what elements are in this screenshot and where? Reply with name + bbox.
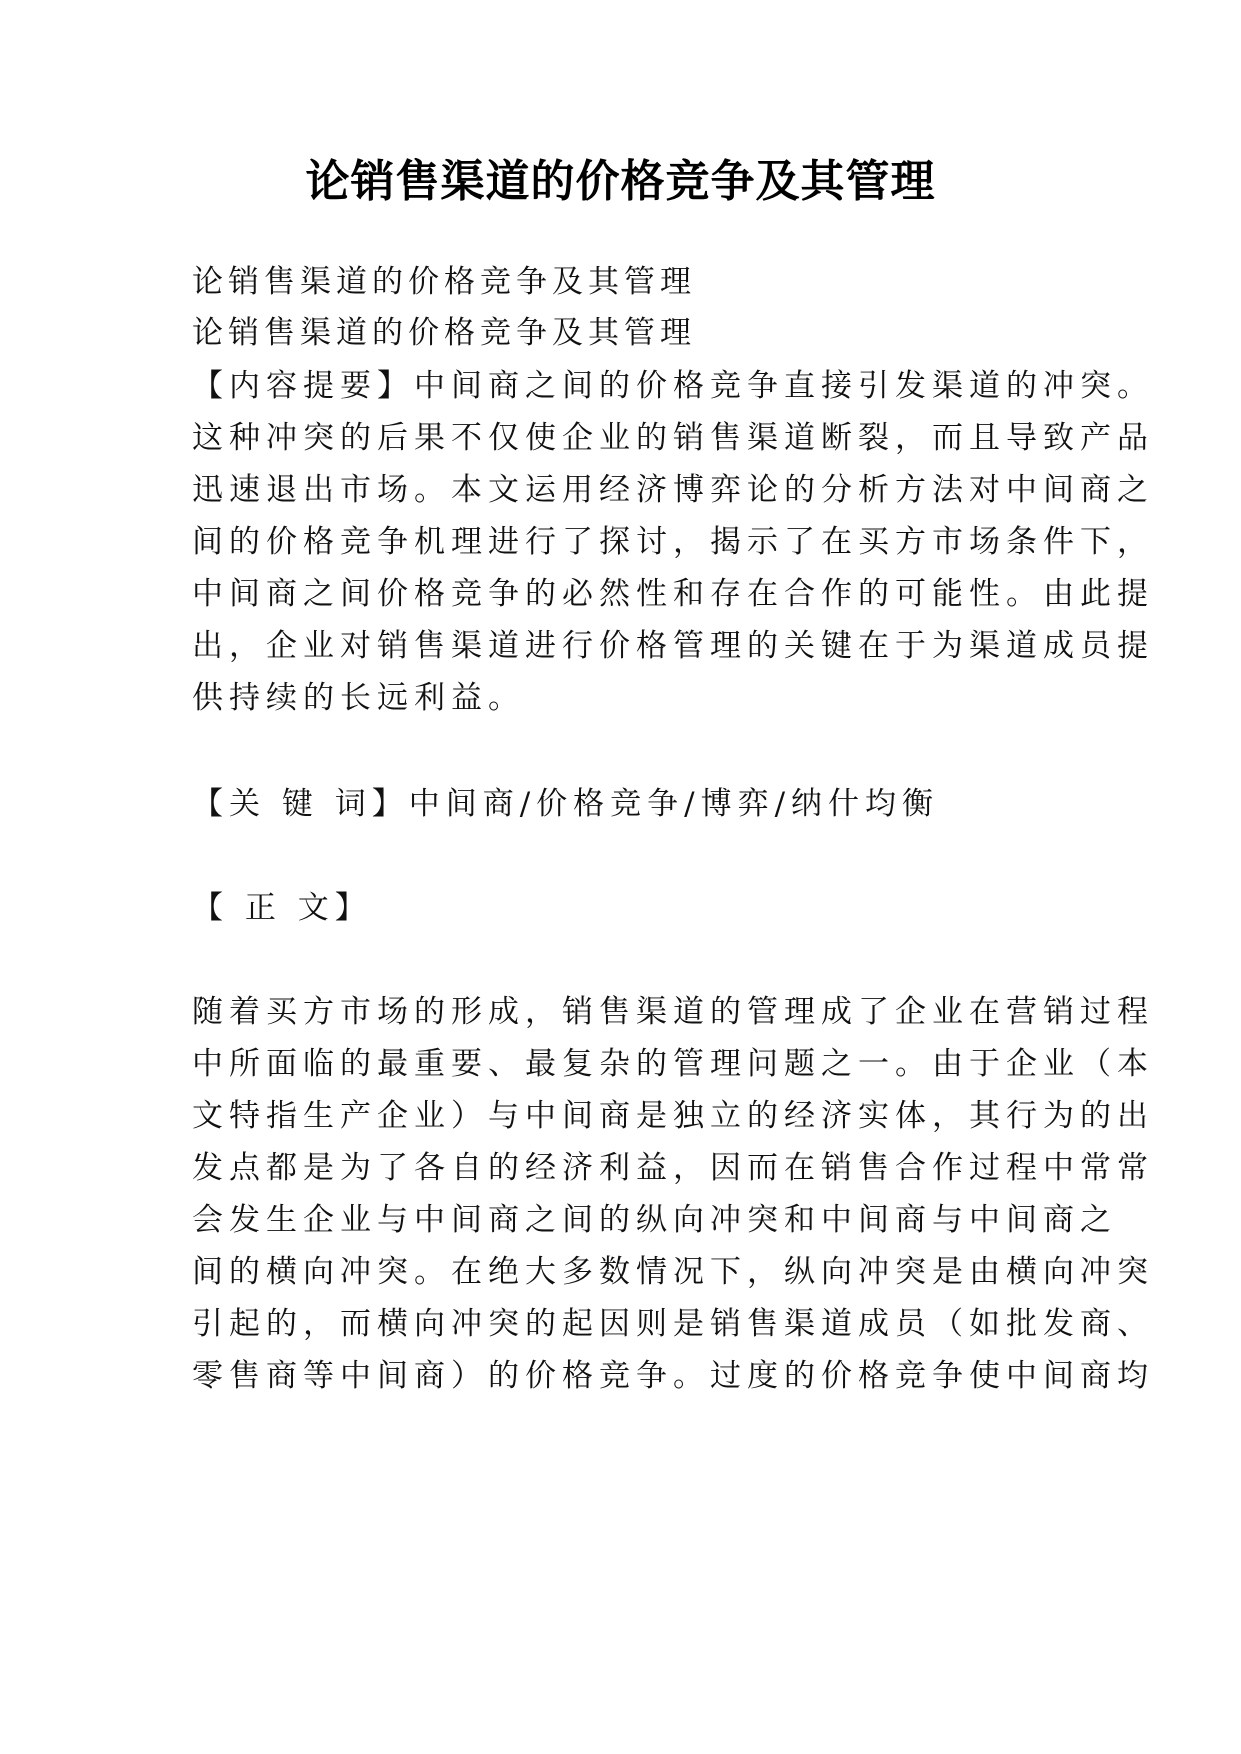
subtitle-line: 论销售渠道的价格竞争及其管理	[192, 264, 696, 300]
body-line: 中所面临的最重要、最复杂的管理问题之一。由于企业（本	[192, 1046, 1154, 1082]
abstract-line: 供持续的长远利益。	[192, 680, 525, 716]
body-line: 会发生企业与中间商之间的纵向冲突和中间商与中间商之	[192, 1202, 1117, 1238]
body-line: 引起的，而横向冲突的起因则是销售渠道成员（如批发商、	[192, 1306, 1154, 1342]
body-line: 零售商等中间商）的价格竞争。过度的价格竞争使中间商均	[192, 1358, 1154, 1394]
subtitle-line: 论销售渠道的价格竞争及其管理	[192, 315, 696, 351]
body-line: 间的横向冲突。在绝大多数情况下，纵向冲突是由横向冲突	[192, 1254, 1154, 1290]
abstract-line: 迅速退出市场。本文运用经济博弈论的分析方法对中间商之	[192, 472, 1154, 508]
body-line: 发点都是为了各自的经济利益，因而在销售合作过程中常常	[192, 1150, 1154, 1186]
body-heading: 【 正 文】	[192, 890, 372, 926]
abstract-line: 出，企业对销售渠道进行价格管理的关键在于为渠道成员提	[192, 628, 1154, 664]
abstract-line: 中间商之间价格竞争的必然性和存在合作的可能性。由此提	[192, 576, 1154, 612]
abstract-line: 间的价格竞争机理进行了探讨，揭示了在买方市场条件下，	[192, 524, 1154, 560]
body-line: 文特指生产企业）与中间商是独立的经济实体，其行为的出	[192, 1098, 1154, 1134]
keywords-line: 【关 键 词】中间商/价格竞争/博弈/纳什均衡	[192, 786, 940, 822]
body-line: 随着买方市场的形成，销售渠道的管理成了企业在营销过程	[192, 994, 1154, 1030]
document-title: 论销售渠道的价格竞争及其管理	[305, 156, 936, 207]
abstract-line: 【内容提要】中间商之间的价格竞争直接引发渠道的冲突。	[192, 368, 1154, 404]
abstract-line: 这种冲突的后果不仅使企业的销售渠道断裂，而且导致产品	[192, 420, 1154, 456]
